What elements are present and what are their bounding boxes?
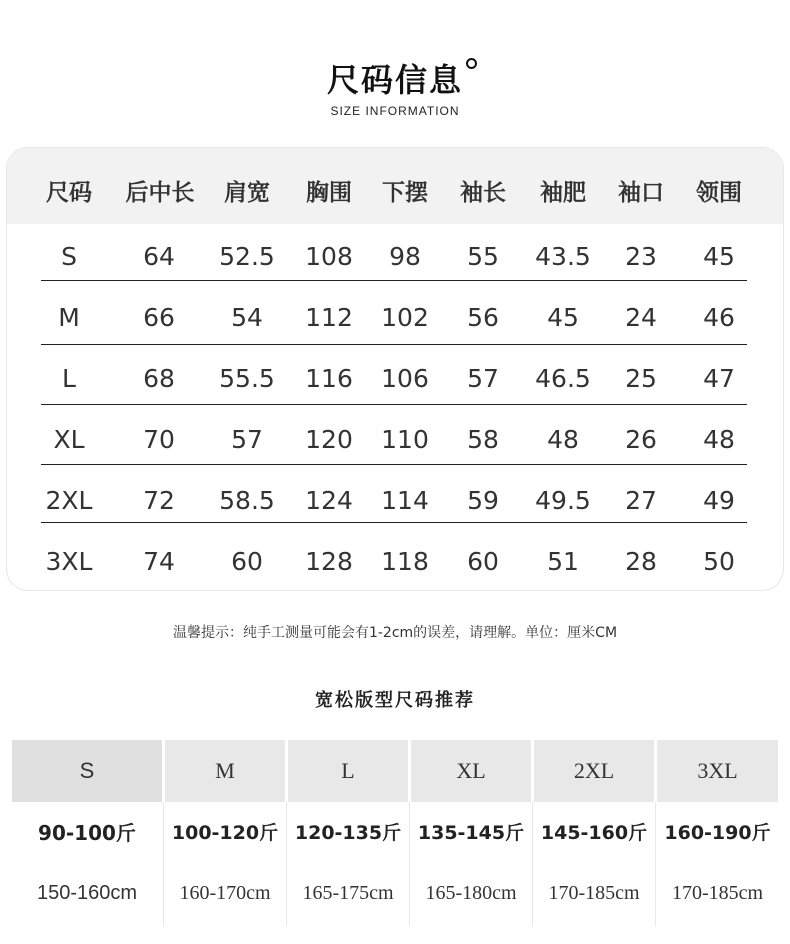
height-cell: 165-175cm [302,882,394,904]
table-cell: 24 [625,303,657,332]
col-header-chest: 胸围 [306,180,352,206]
table-cell: 54 [231,303,263,332]
size-cell: 2XL [45,486,93,515]
height-cell: 150-160cm [36,882,138,904]
height-cell: 160-170cm [179,882,271,904]
row-divider [41,280,747,281]
table-cell: 118 [381,547,429,576]
table-cell: 48 [547,425,579,454]
page-subtitle: SIZE INFORMATION [330,104,460,118]
weight-cell: 160-190斤 [664,822,771,844]
table-cell: 70 [143,425,175,454]
table-cell: 110 [381,425,429,454]
row-divider [41,404,747,405]
recommend-size-header: XL [411,740,531,802]
table-cell: 45 [703,242,735,271]
table-cell: 46 [703,303,735,332]
size-cell: XL [53,425,85,454]
measurement-note: 温馨提示：纯手工测量可能会有1-2cm的误差，请理解。单位：厘米CM [172,625,618,641]
title-wrap [327,58,463,102]
table-cell: 49 [703,486,735,515]
table-cell: 50 [703,547,735,576]
col-header-size: 尺码 [46,180,92,206]
col-header-back-length: 后中长 [125,180,195,206]
table-cell: 26 [625,425,657,454]
recommend-size-header: L [288,740,408,802]
table-cell: 74 [143,547,175,576]
table-cell: 106 [381,364,429,393]
column-divider [532,802,533,926]
table-cell: 55.5 [219,364,275,393]
col-header-sleeve-length: 袖长 [460,180,506,206]
table-cell: 45 [547,303,579,332]
height-cell: 170-185cm [548,882,640,904]
circle-decoration-icon [466,58,477,69]
col-header-cuff: 袖口 [618,180,664,206]
size-cell: M [58,303,80,332]
table-cell: 51 [547,547,579,576]
table-cell: 59 [467,486,499,515]
table-cell: 114 [381,486,429,515]
page-header [0,58,790,118]
recommend-size-header: S [12,740,162,802]
table-cell: 47 [703,364,735,393]
recommend-size-header: 3XL [657,740,778,802]
table-cell: 128 [305,547,353,576]
table-cell: 98 [389,242,421,271]
column-divider [409,802,410,926]
column-divider [163,802,164,926]
table-cell: 68 [143,364,175,393]
table-cell: 58.5 [219,486,275,515]
table-cell: 25 [625,364,657,393]
row-divider [41,464,747,465]
table-cell: 57 [231,425,263,454]
recommend-table-header [12,740,778,802]
table-cell: 116 [305,364,353,393]
table-cell: 56 [467,303,499,332]
height-cell: 165-180cm [425,882,517,904]
row-divider [41,344,747,345]
weight-cell: 135-145斤 [417,822,525,844]
table-cell: 55 [467,242,499,271]
table-cell: 48 [703,425,735,454]
table-cell: 72 [143,486,175,515]
table-cell: 43.5 [535,242,591,271]
size-cell: S [61,242,77,271]
table-cell: 46.5 [535,364,591,393]
row-divider [41,522,747,523]
col-header-shoulder: 肩宽 [224,180,270,206]
recommend-table [12,740,778,926]
table-cell: 23 [625,242,657,271]
table-cell: 60 [231,547,263,576]
table-cell: 57 [467,364,499,393]
weight-cell: 90-100斤 [38,821,136,845]
recommend-title: 宽松版型尺码推荐 [315,690,475,711]
table-cell: 49.5 [535,486,591,515]
recommend-size-header: 2XL [534,740,654,802]
size-cell: 3XL [45,547,93,576]
table-cell: 124 [305,486,353,515]
weight-cell: 145-160斤 [540,822,648,844]
col-header-hem: 下摆 [382,180,428,206]
col-header-sleeve-width: 袖肥 [540,180,586,206]
table-cell: 112 [305,303,353,332]
table-cell: 102 [381,303,429,332]
page-title: 尺码信息 [326,61,463,99]
size-cell: L [62,364,76,393]
height-cell: 170-185cm [671,882,764,904]
recommend-size-header: M [165,740,285,802]
column-divider [655,802,656,926]
table-cell: 64 [143,242,175,271]
size-table [6,147,784,591]
table-cell: 52.5 [219,242,275,271]
table-cell: 28 [625,547,657,576]
table-cell: 58 [467,425,499,454]
table-cell: 120 [305,425,353,454]
col-header-collar: 领围 [696,180,742,206]
column-divider [286,802,287,926]
table-cell: 27 [625,486,657,515]
weight-cell: 120-135斤 [294,822,402,844]
table-cell: 108 [305,242,353,271]
weight-cell: 100-120斤 [171,822,279,844]
table-cell: 60 [467,547,499,576]
table-cell: 66 [143,303,175,332]
